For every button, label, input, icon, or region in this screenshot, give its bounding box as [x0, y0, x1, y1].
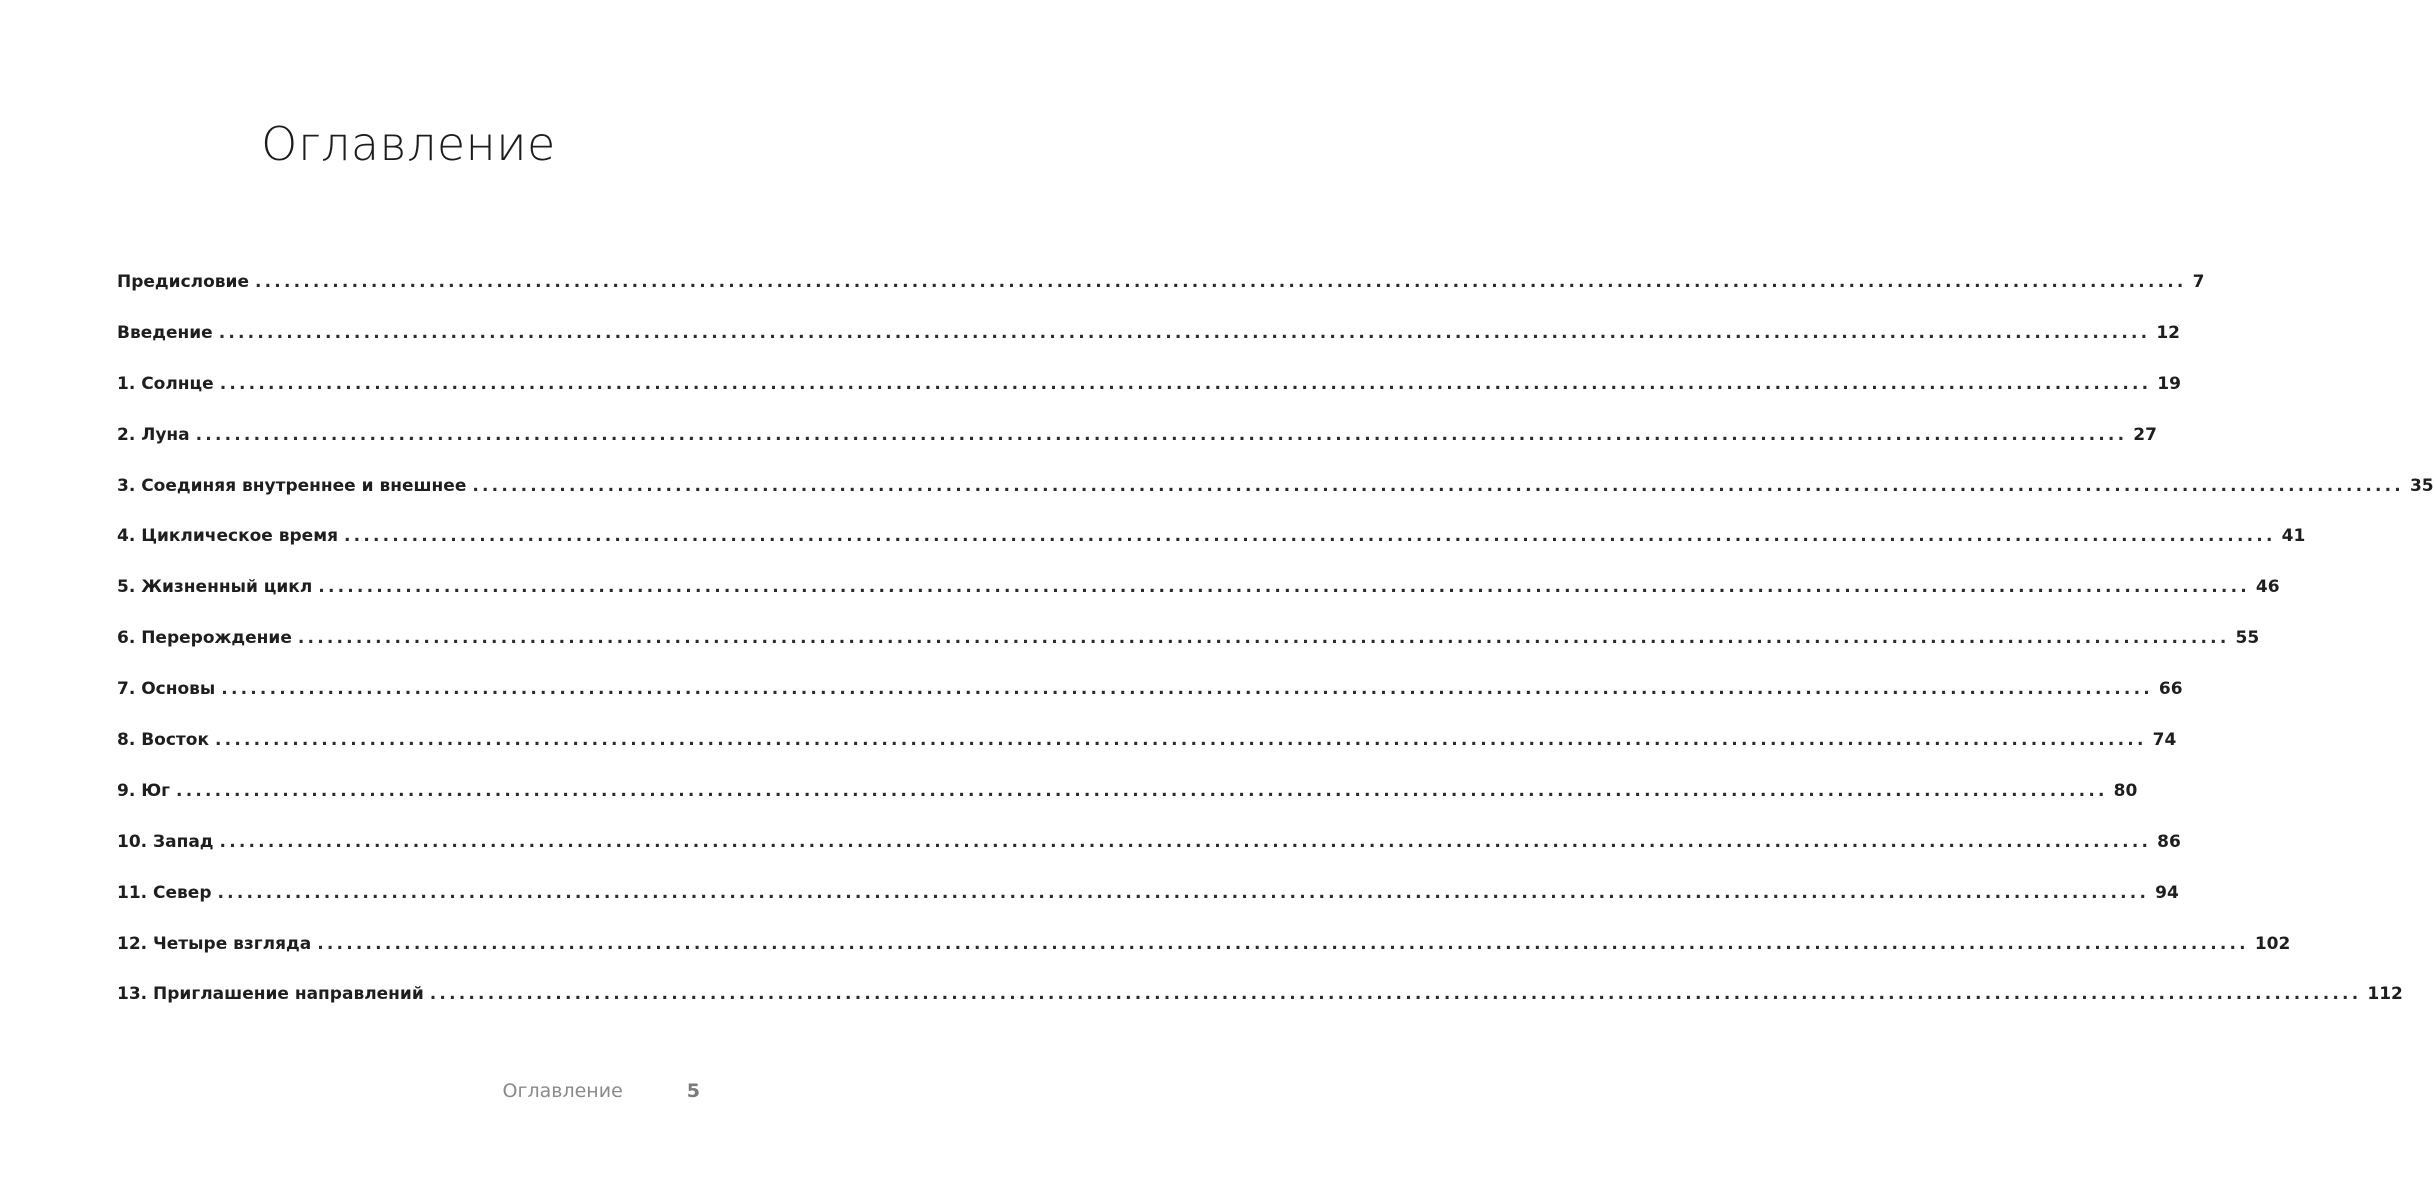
table-of-contents [117, 272, 2434, 1035]
toc-entry-page: 102 [2254, 933, 2291, 954]
toc-entry-page: 19 [2157, 373, 2181, 394]
toc-entry-page: 80 [2113, 780, 2138, 801]
toc-entry-label: 10. Запад [117, 831, 214, 852]
toc-entry-page: 27 [2133, 424, 2157, 445]
toc-leader-dots: ........................................................................................................................................................................................................ [254, 272, 2187, 292]
toc-entry[interactable] [117, 475, 2434, 527]
page-footer [0, 1080, 700, 1102]
toc-entry[interactable] [117, 882, 2179, 934]
toc-leader-dots: ........................................................................................................................................................................................................ [219, 831, 2152, 852]
toc-entry-page: 7 [2192, 272, 2205, 292]
toc-entry-label: 13. Приглашение направлений [117, 984, 424, 1005]
toc-entry-page: 86 [2157, 831, 2181, 852]
toc-leader-dots: ........................................................................................................................................................................................................ [472, 475, 2404, 496]
toc-entry[interactable] [117, 322, 2180, 374]
toc-entry-page: 74 [2152, 730, 2177, 751]
toc-entry-label: 9. Юг [117, 780, 171, 801]
running-title: Оглавление [502, 1080, 623, 1102]
toc-entry-label: 11. Север [117, 882, 212, 903]
toc-entry[interactable] [117, 272, 2205, 323]
toc-leader-dots: ........................................................................................................................................................................................................ [217, 882, 2150, 903]
toc-entry[interactable] [117, 373, 2181, 425]
toc-entry[interactable] [117, 984, 2403, 1035]
toc-leader-dots: ........................................................................................................................................................................................................ [176, 780, 2108, 801]
toc-entry-label: 8. Восток [117, 730, 209, 751]
toc-leader-dots: ........................................................................................................................................................................................................ [215, 730, 2147, 751]
toc-entry-page: 112 [2367, 984, 2403, 1005]
toc-leader-dots: ........................................................................................................................................................................................................ [221, 679, 2153, 700]
toc-entry[interactable] [117, 730, 2177, 781]
toc-entry-page: 35 [2409, 475, 2434, 496]
toc-entry-label: 7. Основы [117, 679, 216, 700]
toc-entry-label: 6. Перерождение [117, 628, 292, 649]
toc-leader-dots: ........................................................................................................................................................................................................ [219, 373, 2152, 394]
toc-entry-page: 46 [2255, 577, 2280, 598]
toc-entry[interactable] [117, 628, 2260, 679]
toc-entry-label: 5. Жизненный цикл [117, 577, 313, 598]
toc-entry-label: 3. Соединяя внутреннее и внешнее [117, 475, 467, 496]
toc-entry-page: 66 [2158, 679, 2183, 700]
toc-entry[interactable] [117, 526, 2306, 577]
page-title: Оглавление [261, 117, 556, 171]
toc-leader-dots: ........................................................................................................................................................................................................ [195, 424, 2128, 445]
toc-entry-label: 1. Солнце [117, 373, 214, 394]
toc-entry[interactable] [117, 577, 2280, 628]
toc-entry-label: 12. Четыре взгляда [117, 933, 312, 954]
toc-entry-label: 4. Циклическое время [117, 526, 338, 547]
toc-entry-page: 55 [2235, 628, 2260, 649]
page-number: 5 [686, 1080, 700, 1102]
toc-entry-page: 41 [2281, 526, 2306, 547]
toc-entry-page: 94 [2155, 882, 2179, 903]
toc-entry[interactable] [117, 780, 2138, 832]
toc-entry[interactable] [117, 831, 2181, 883]
toc-leader-dots: ........................................................................................................................................................................................................ [218, 322, 2151, 343]
toc-entry-label: 2. Луна [117, 424, 190, 445]
toc-entry[interactable] [117, 424, 2157, 476]
toc-leader-dots: ........................................................................................................................................................................................................ [429, 984, 2362, 1005]
toc-entry-page: 12 [2156, 322, 2180, 343]
toc-entry-label: Введение [117, 322, 213, 343]
toc-leader-dots: ........................................................................................................................................................................................................ [344, 526, 2276, 547]
toc-leader-dots: ........................................................................................................................................................................................................ [318, 577, 2250, 598]
toc-leader-dots: ........................................................................................................................................................................................................ [317, 933, 2249, 954]
toc-entry-label: Предисловие [117, 272, 249, 292]
toc-entry[interactable] [117, 679, 2183, 730]
toc-leader-dots: ........................................................................................................................................................................................................ [297, 628, 2230, 649]
toc-entry[interactable] [117, 933, 2291, 985]
